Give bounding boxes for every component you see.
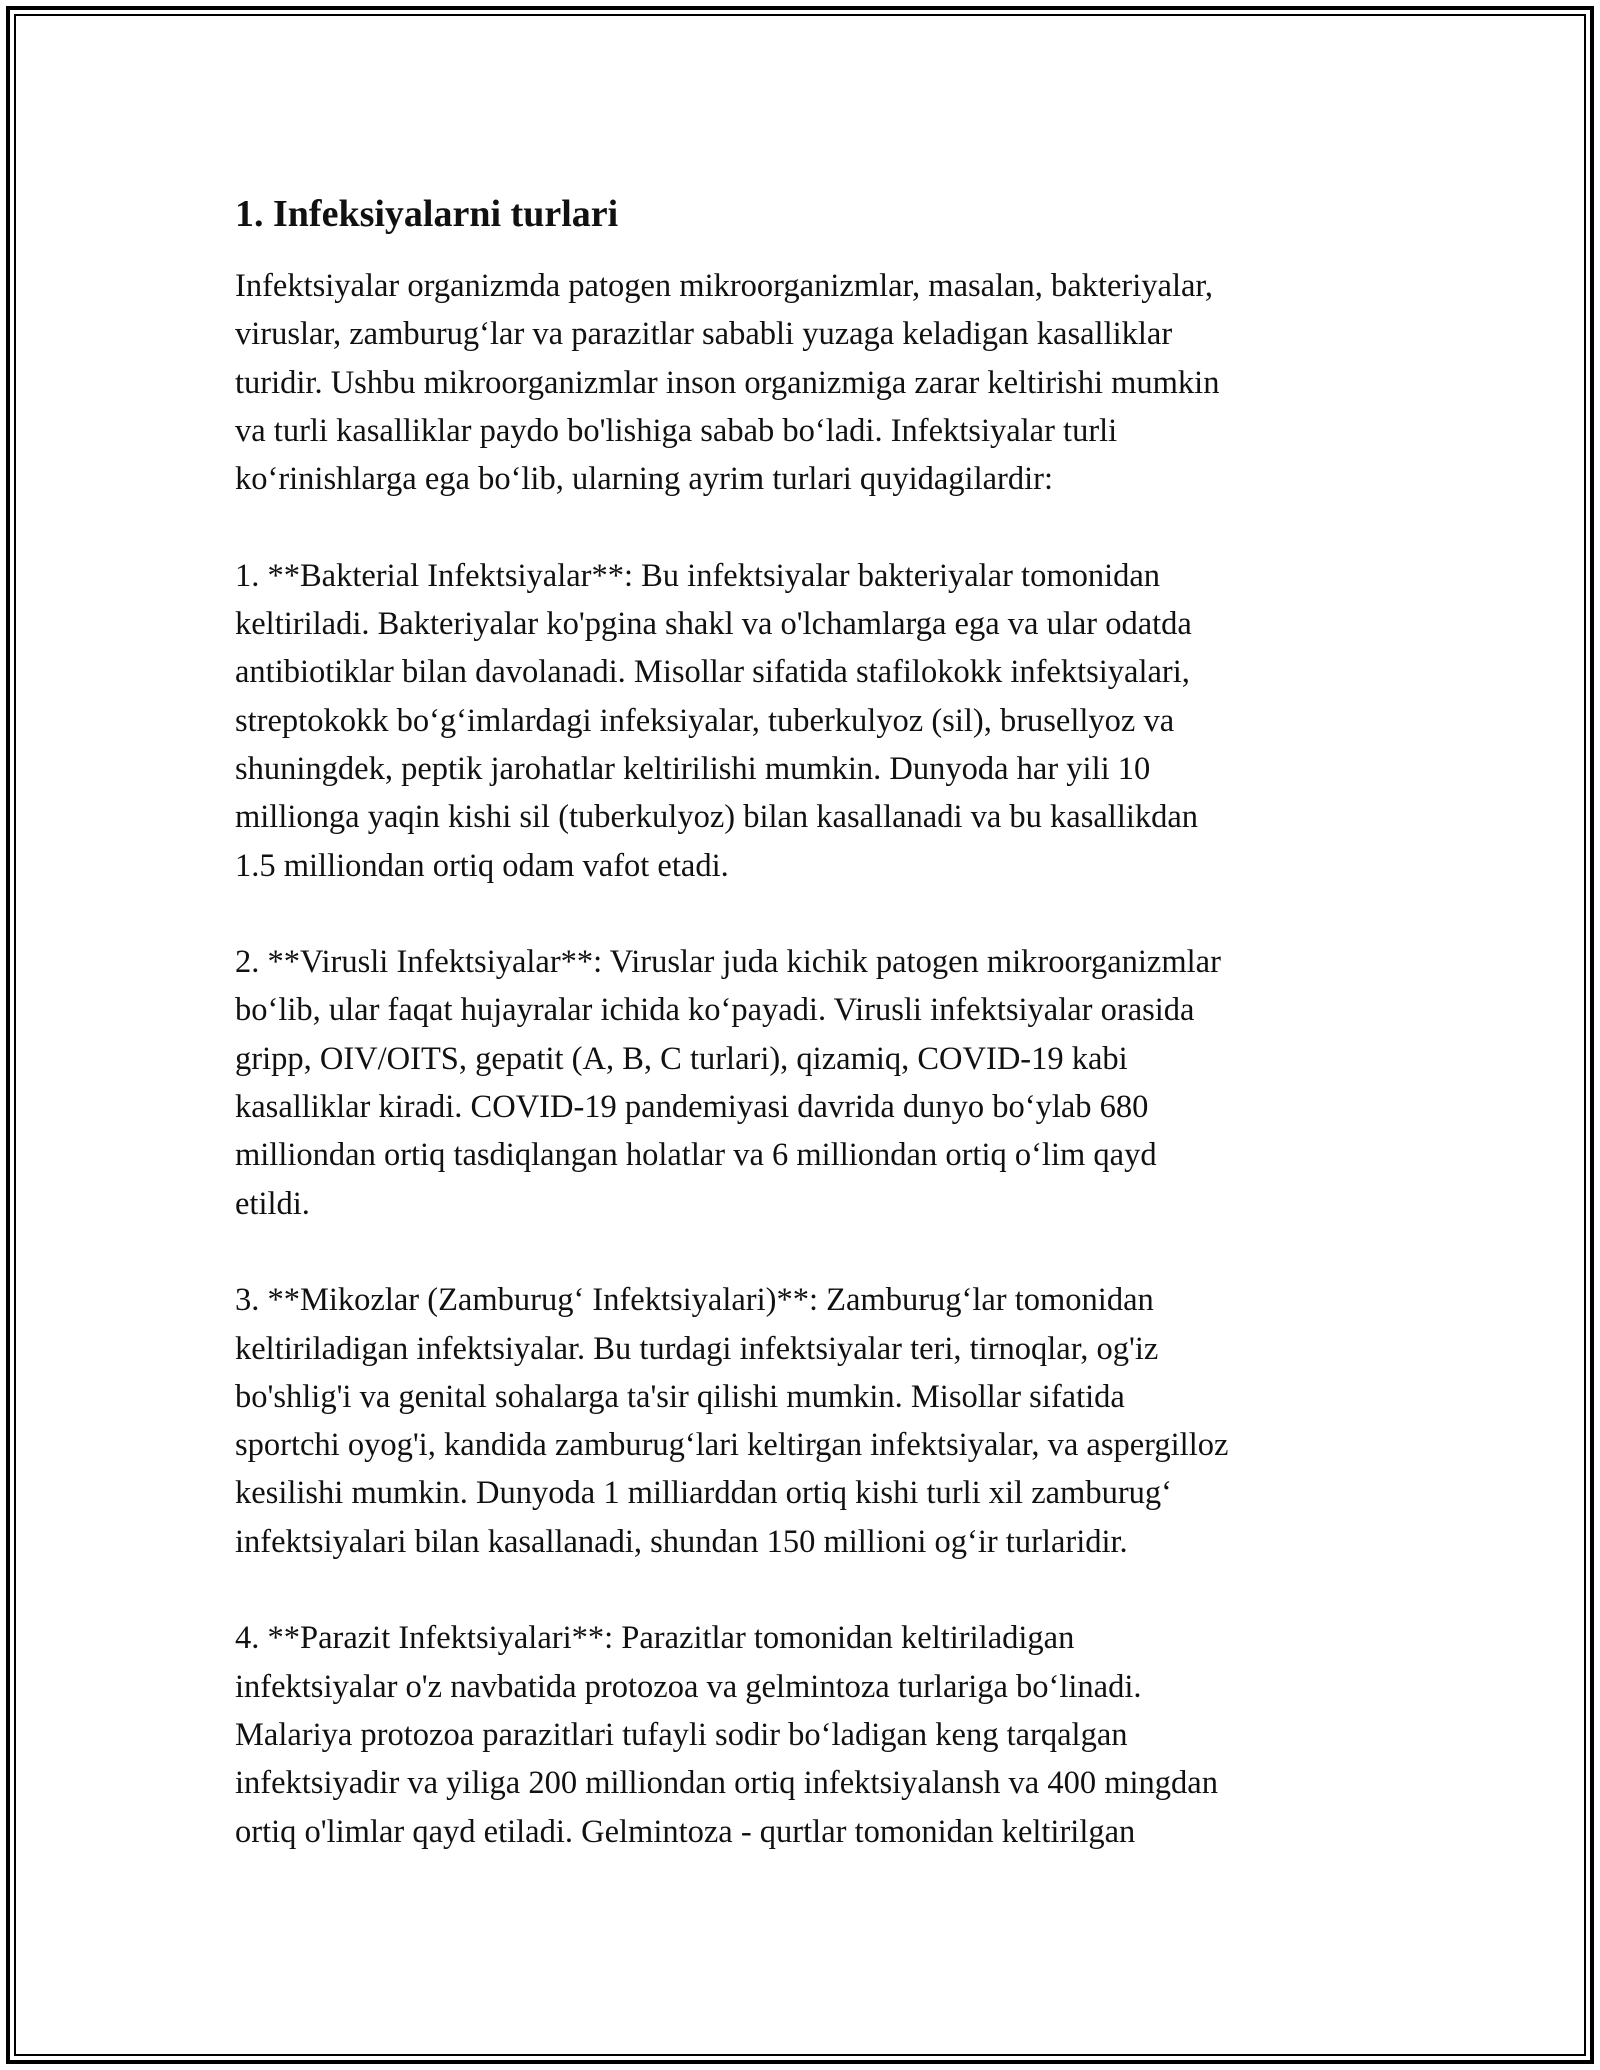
fungal-infections-paragraph: 3. **Mikozlar (Zamburug‘ Infektsiyalari)**: Zamburug‘lar tomonidan keltiriladigan infektsiyalar. Bu turdagi infektsiyalar teri, tirnoqlar, og'iz bo'shlig'i va genital sohalarga ta'sir qilishi mumkin. Misollar sifatida sportchi oyog'i, kandida zamburug‘lari keltirgan infektsiyalar, va aspergilloz kesilishi mumkin. Dunyoda 1 milliarddan ortiq kishi turli xil zamburug‘ infektsiyalari bilan kasallanadi, shundan 150 millioni og‘ir turlaridir. xyxy=(235,1282,1229,1560)
viral-infections-paragraph: 2. **Virusli Infektsiyalar**: Viruslar juda kichik patogen mikroorganizmlar bo‘lib, ular faqat hujayralar ichida ko‘payadi. Virusli infektsiyalar orasida gripp, OIV/OITS, gepatit (A, B, C turlari), qizamiq, COVID-19 kabi kasalliklar kiradi. COVID-19 pandemiyasi davrida dunyo bo‘ylab 680 milliondan ortiq tasdiqlangan holatlar va 6 milliondan ortiq o‘lim qayd etildi. xyxy=(235,944,1221,1222)
parasitic-infections-paragraph: 4. **Parazit Infektsiyalari**: Parazitlar tomonidan keltiriladigan infektsiyalar o'z navbatida protozoa va gelmintoza turlariga bo‘linadi. Malariya protozoa parazitlari tufayli sodir bo‘ladigan keng tarqalgan infektsiyadir va yiliga 200 milliondan ortiq infektsiyalansh va 400 mingdan ortiq o'limlar qayd etiladi. Gelmintoza - qurtlar tomonidan keltirilgan xyxy=(235,1620,1218,1850)
bacterial-infections-paragraph: 1. **Bakterial Infektsiyalar**: Bu infektsiyalar bakteriyalar tomonidan keltiriladi. Bakteriyalar ko'pgina shakl va o'lchamlarga ega va ular odatda antibiotiklar bilan davolanadi. Misollar sifatida stafilokokk infektsiyalari, streptokokk bo‘g‘imlardagi infeksiyalar, tuberkulyoz (sil), brusellyoz va shuningdek, peptik jarohatlar keltirilishi mumkin. Dunyoda har yili 10 millionga yaqin kishi sil (tuberkulyoz) bilan kasallanadi va bu kasallikdan 1.5 milliondan ortiq odam vafot etadi. xyxy=(235,557,1199,884)
document-body xyxy=(235,190,1375,1904)
section-heading: 1. Infeksiyalarni turlari xyxy=(235,193,619,235)
intro-paragraph: Infektsiyalar organizmda patogen mikroorganizmlar, masalan, bakteriyalar, viruslar, zamburug‘lar va parazitlar sababli yuzaga keladigan kasalliklar turidir. Ushbu mikroorganizmlar inson organizmiga zarar keltirishi mumkin va turli kasalliklar paydo bo'lishiga sabab bo‘ladi. Infektsiyalar turli ko‘rinishlarga ega bo‘lib, ularning ayrim turlari quyidagilardir: xyxy=(235,268,1220,498)
